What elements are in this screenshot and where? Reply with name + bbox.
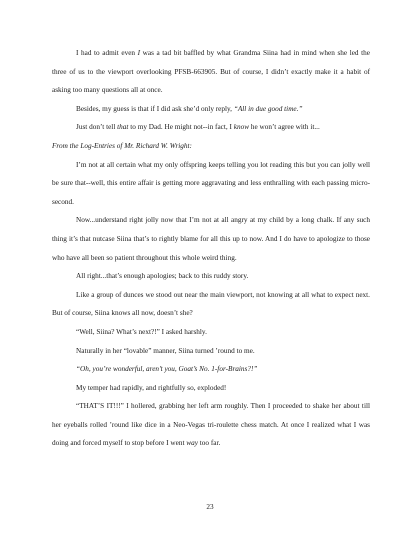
text-run: Now...understand right jolly now that I’m not at all angry at my child by a long chalk. If any such thing it’s that nutcase Siina that’s to rightly blame for all this up to now. And I do have to apologize to those who have all been so patient throughout this whole weird thing.	[52, 216, 370, 262]
paragraph	[52, 342, 370, 361]
text-run: I had to admit even	[76, 49, 138, 57]
paragraph	[52, 323, 370, 342]
text-run: “THAT’S IT!!!” I hollered, grabbing her left arm roughly. Then I proceeded to shake her about till her eyeballs rolled ’round like dice in a Neo-Vegas tri-roulette chess match. At once I realized what I was doing and forced myself to stop before I went	[52, 402, 370, 448]
page-number: 23	[206, 503, 214, 511]
body-text	[52, 44, 370, 453]
paragraph	[52, 100, 370, 119]
italic-text: way	[186, 439, 198, 448]
paragraph	[52, 44, 370, 100]
italic-text: I	[137, 49, 141, 57]
text-run: All right...that’s enough apologies; back to this ruddy story.	[76, 272, 249, 281]
italic-text: “Oh, you’re wonderful, aren’t you, Goat’s No. 1-for-Brains?!”	[76, 365, 258, 374]
text-run: to my Dad. He might not--in fact, I	[128, 123, 234, 132]
text-run: Just don’t tell	[76, 123, 118, 132]
paragraph	[52, 156, 370, 212]
text-run: Naturally in her “lovable” manner, Siina turned ’round to me.	[76, 346, 255, 355]
paragraph	[52, 286, 370, 323]
italic-text: know	[233, 123, 250, 132]
paragraph	[52, 211, 370, 267]
paragraph	[52, 267, 370, 286]
text-run: My temper had rapidly, and rightfully so, exploded!	[76, 383, 227, 392]
text-run: was a tad bit baffled by what Grandma Siina had in mind when she led the three of us to the viewport overlooking PFSB-663905. But of course, I didn’t exactly make it a habit of asking too many questions all at once.	[52, 49, 370, 95]
text-run: I’m not at all certain what my only offspring keeps telling you lot reading this but you can jolly well be sure that--well, this entire affair is getting more aggravating and less enthralling with each passing micro-second.	[52, 160, 370, 206]
paragraph	[52, 118, 370, 137]
italic-text: “All in due good time.”	[233, 104, 303, 113]
text-run: “Well, Siina? What’s next?!” I asked harshly.	[76, 327, 207, 336]
italic-text: that	[117, 123, 129, 132]
text-run: Besides, my guess is that if I did ask she’d only reply,	[76, 104, 234, 113]
text-run: too far.	[197, 439, 221, 448]
paragraph	[52, 397, 370, 453]
text-run: he won’t agree with it...	[249, 123, 320, 132]
paragraph	[52, 379, 370, 398]
text-run: Like a group of dunces we stood out near the main viewport, not knowing at all what to expect next. But of course, Siina knows all now, doesn’t she?	[52, 290, 370, 318]
paragraph	[52, 360, 370, 379]
paragraph	[52, 137, 370, 156]
italic-text: From the Log-Entries of Mr. Richard W. Wright:	[52, 141, 192, 150]
